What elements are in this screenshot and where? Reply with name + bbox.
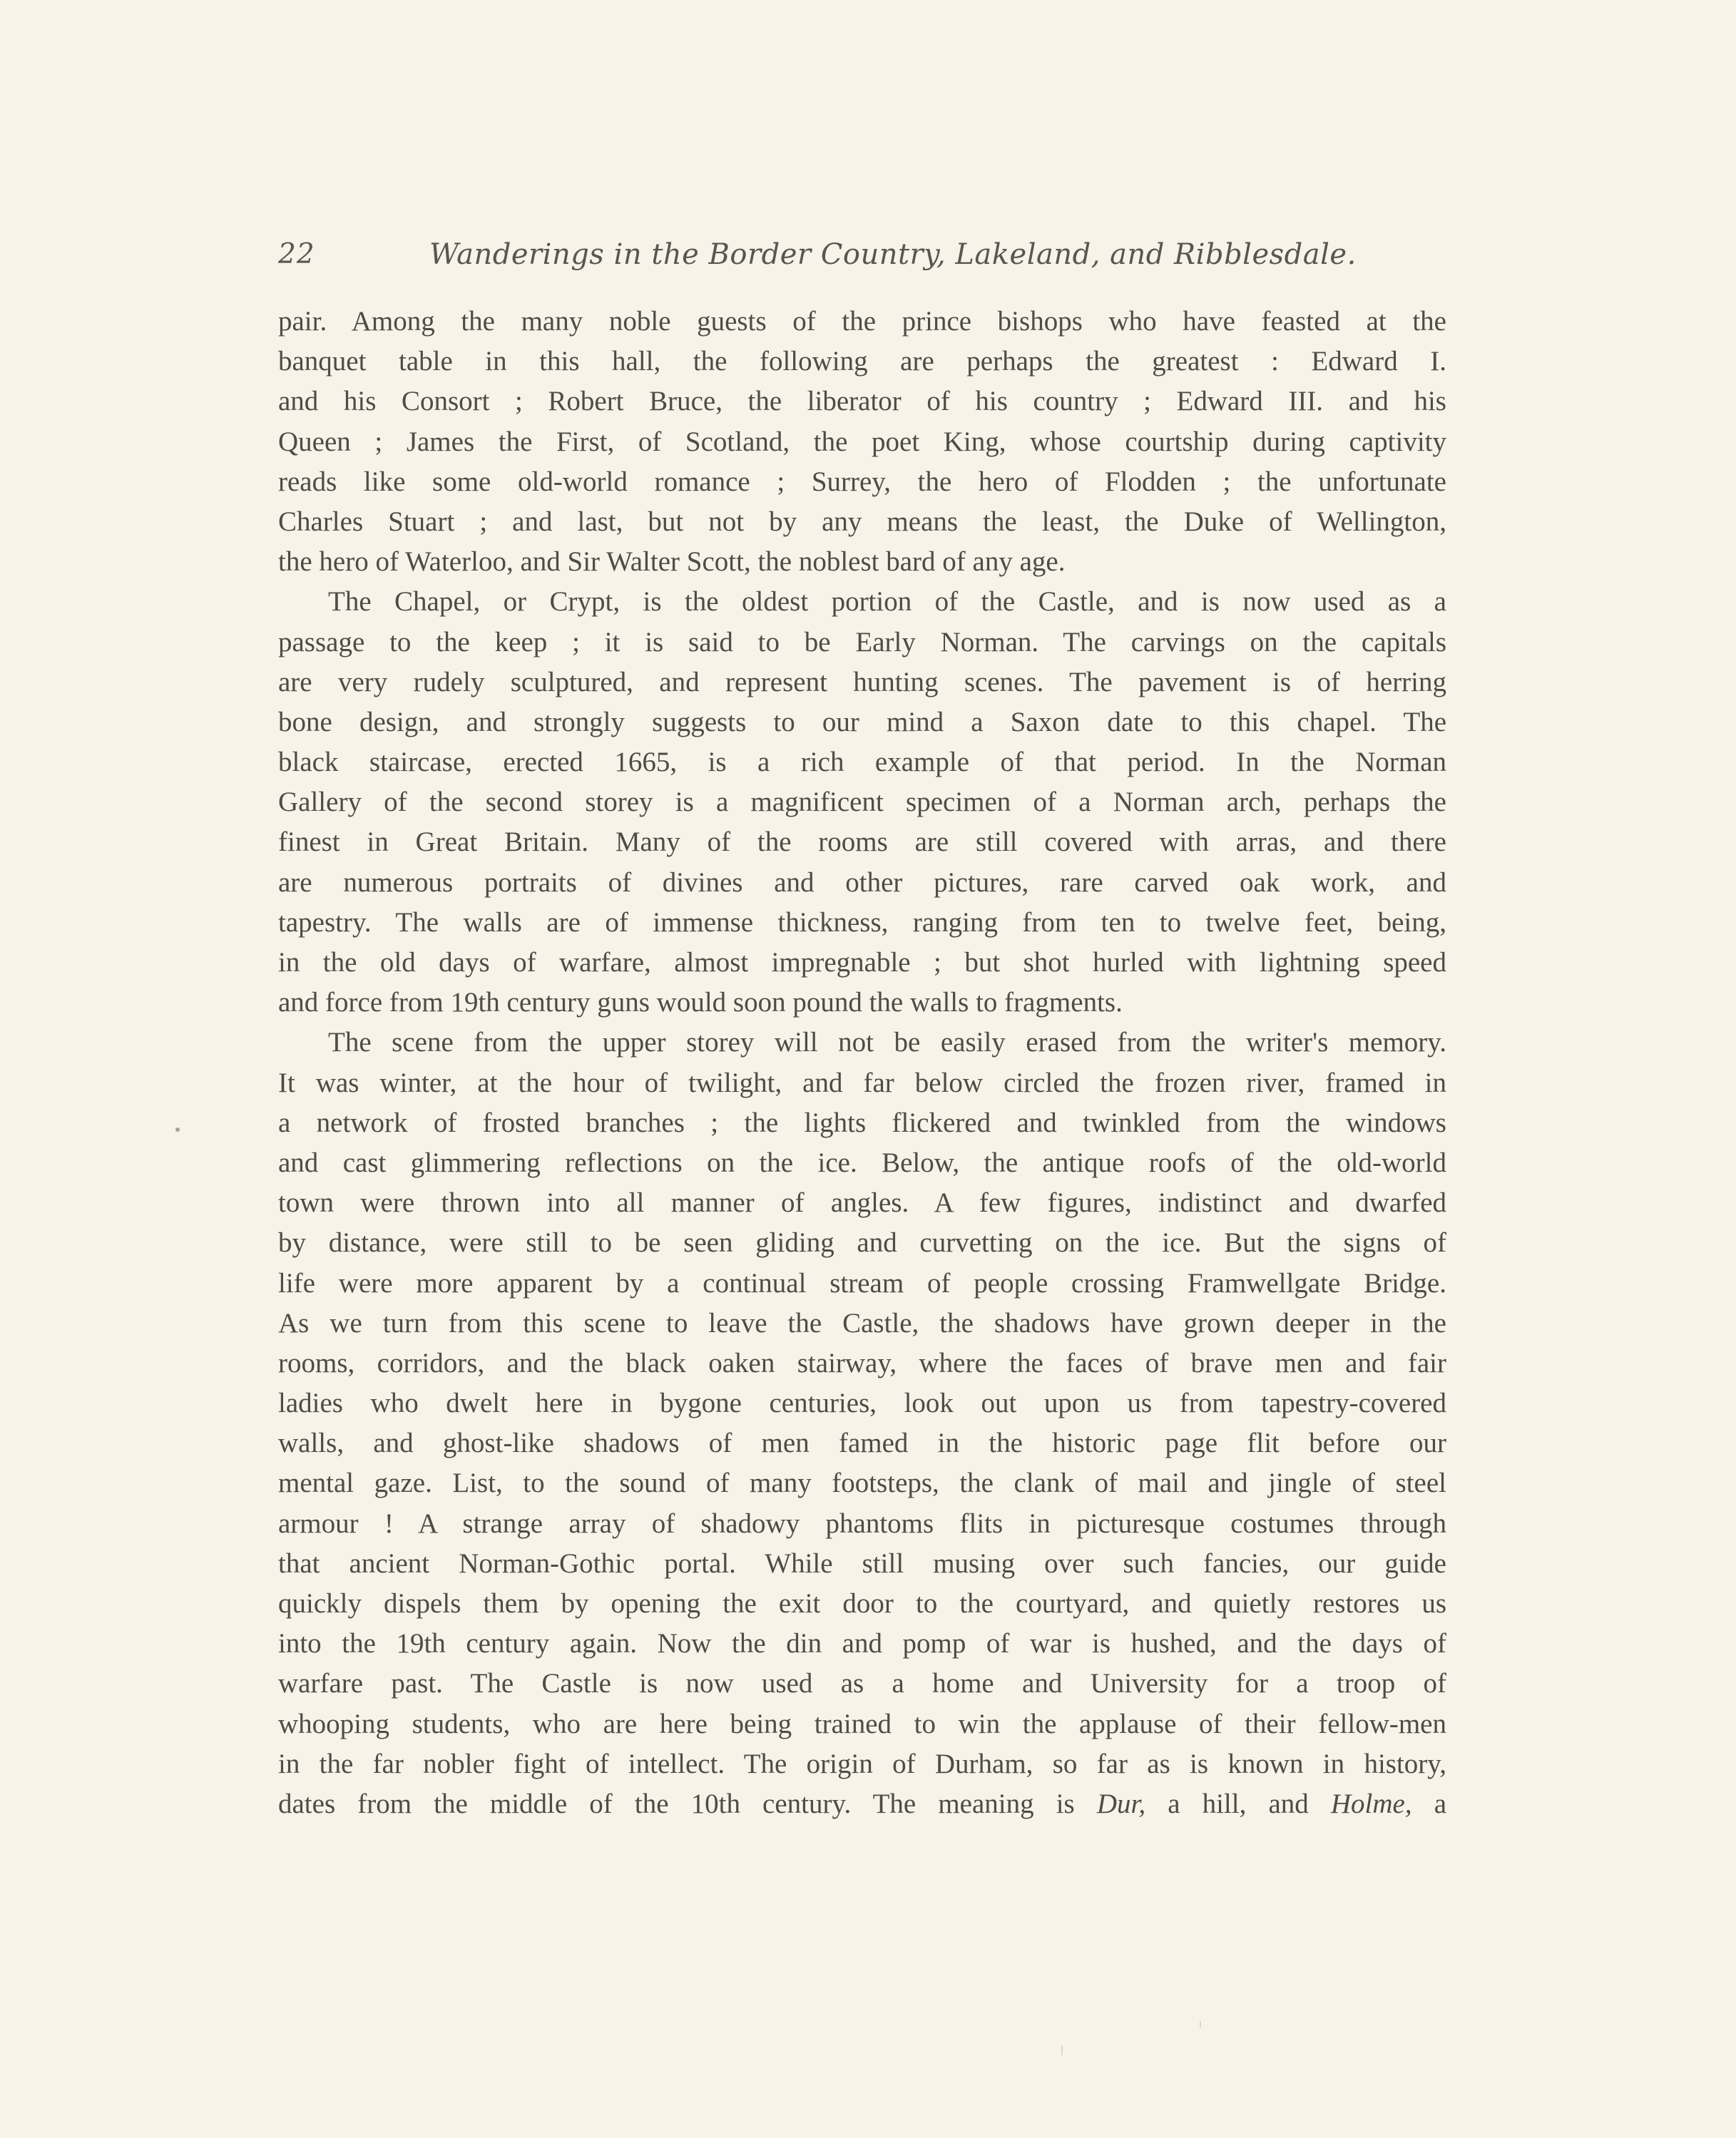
paragraph-start-line: The scene from the upper storey will not be easily erased from the writer's memory. [328,1027,1446,1058]
text-line: tapestry. The walls are of immense thickness, ranging from ten to twelve feet, being, [278,906,1446,938]
text-line: town were thrown into all manner of angles. A few figures, indistinct and dwarfed [278,1187,1446,1219]
running-head [278,238,1455,284]
text-line: Queen ; James the First, of Scotland, the poet King, whose courtship during captivity [278,426,1446,457]
text-line: and his Consort ; Robert Bruce, the liberator of his country ; Edward III. and his [278,386,1446,417]
term-dur: Dur, [1096,1788,1146,1819]
book-title: Wanderings in the Border Country, Lakeland, and Ribblesdale. [429,238,1357,271]
text-line: are numerous portraits of divines and other pictures, rare carved oak work, and [278,866,1446,898]
text-line: in the far nobler fight of intellect. The origin of Durham, so far as is known in history, [278,1748,1446,1779]
text-line: banquet table in this hall, the following are perhaps the greatest : Edward I. [278,346,1446,377]
text-line: are very rudely sculptured, and represent hunting scenes. The pavement is of herring [278,666,1446,697]
text-line: ladies who dwelt here in bygone centuries, look out upon us from tapestry-covered [278,1388,1446,1419]
text-line: Gallery of the second storey is a magnificent specimen of a Norman arch, perhaps the [278,787,1446,818]
text-line: into the 19th century again. Now the din and pomp of war is hushed, and the days of [278,1628,1446,1659]
text-line: passage to the keep ; it is said to be Early Norman. The carvings on the capitals [278,626,1446,658]
text-line: the hero of Waterloo, and Sir Walter Scott, the noblest bard of any age. [278,546,1066,578]
text-line: pair. Among the many noble guests of the prince bishops who have feasted at the [278,306,1446,337]
text-line: and cast glimmering reflections on the ice. Below, the antique roofs of the old-world [278,1147,1446,1178]
text-line: armour ! A strange array of shadowy phantoms flits in picturesque costumes through [278,1508,1446,1539]
text-line: It was winter, at the hour of twilight, and far below circled the frozen river, framed in [278,1067,1446,1098]
text-line: a network of frosted branches ; the lights flickered and twinkled from the windows [278,1107,1446,1138]
body-text [278,302,1446,1824]
text-line-final [278,1784,1446,1824]
text-line: reads like some old-world romance ; Surrey, the hero of Flodden ; the unfortunate [278,466,1446,497]
text-line: black staircase, erected 1665, is a rich example of that period. In the Norman [278,747,1446,778]
text-line: whooping students, who are here being trained to win the applause of their fellow-men [278,1708,1446,1739]
text-line: warfare past. The Castle is now used as a home and University for a troop of [278,1668,1446,1699]
text-line: walls, and ghost-like shadows of men famed in the historic page flit before our [278,1428,1446,1459]
text-line: by distance, were still to be seen gliding and curvetting on the ice. But the signs of [278,1227,1446,1259]
final-line-text: dates from the middle of the 10th century. The meaning is [278,1788,1097,1819]
text-line: As we turn from this scene to leave the Castle, the shadows have grown deeper in the [278,1307,1446,1339]
text-line: and force from 19th century guns would soon pound the walls to fragments. [278,987,1123,1018]
page-number: 22 [278,238,315,270]
final-line-text: a hill, and [1145,1788,1331,1819]
stray-ink-mark [175,1127,180,1132]
text-line: in the old days of warfare, almost impregnable ; but shot hurled with lightning speed [278,947,1446,978]
final-line-text: a [1411,1788,1446,1819]
paragraph-start-line: The Chapel, or Crypt, is the oldest portion of the Castle, and is now used as a [328,586,1446,618]
text-line: bone design, and strongly suggests to our mind a Saxon date to this chapel. The [278,706,1446,737]
term-holme: Holme, [1330,1788,1412,1819]
paper-speck [1061,2045,1063,2055]
paper-speck [1200,2021,1201,2028]
text-line: finest in Great Britain. Many of the rooms are still covered with arras, and there [278,827,1446,858]
text-line: that ancient Norman-Gothic portal. While still musing over such fancies, our guide [278,1548,1446,1579]
text-line: rooms, corridors, and the black oaken stairway, where the faces of brave men and fair [278,1347,1446,1379]
text-line: quickly dispels them by opening the exit door to the courtyard, and quietly restores us [278,1588,1446,1619]
text-line: life were more apparent by a continual stream of people crossing Framwellgate Bridge. [278,1267,1446,1299]
text-line: Charles Stuart ; and last, but not by any means the least, the Duke of Wellington, [278,506,1446,537]
text-line: mental gaze. List, to the sound of many footsteps, the clank of mail and jingle of steel [278,1468,1446,1499]
